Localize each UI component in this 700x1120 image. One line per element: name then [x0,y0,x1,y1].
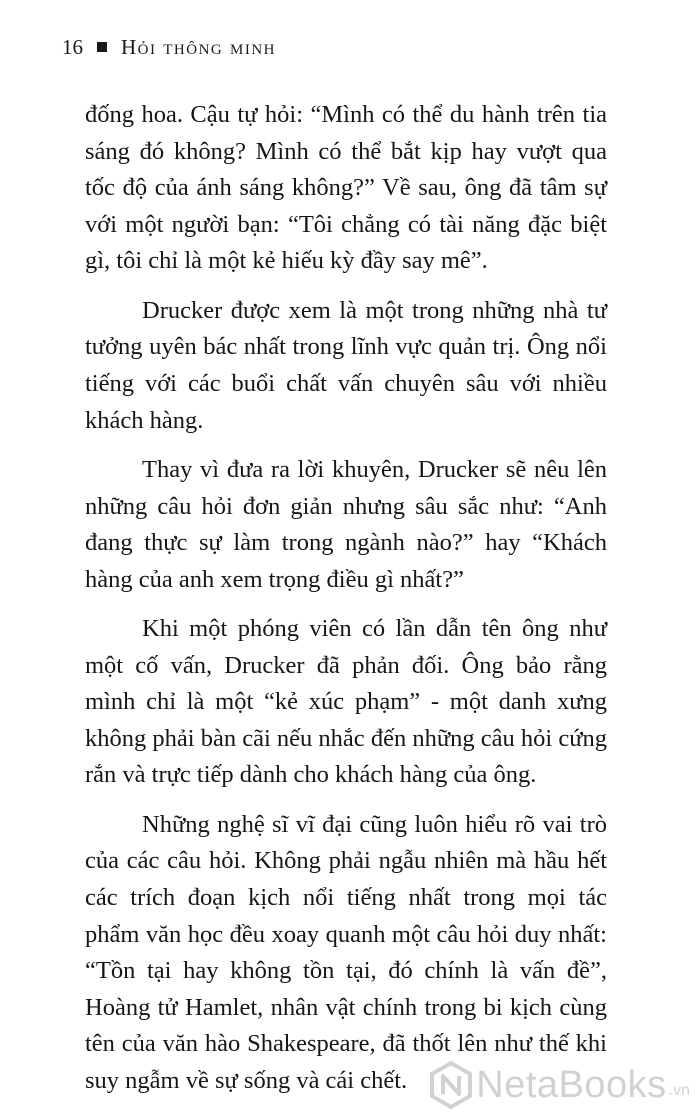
page-header [62,30,276,64]
netabooks-logo-icon [426,1060,476,1110]
paragraph-2: Drucker được xem là một trong những nhà tư tưởng uyên bác nhất trong lĩnh vực quản trị. Ông nổi tiếng với các buổi chất vấn chuyên sâu với nhiều khách hàng. [85,296,607,434]
paragraph-4: Khi một phóng viên có lần dẫn tên ông như một cố vấn, Drucker đã phản đối. Ông bảo rằng mình chỉ là một “kẻ xúc phạm” - một danh xưng không phải bàn cãi nếu nhắc đến những câu hỏi cứng rắn và trực tiếp dành cho khách hàng của ông. [85,615,607,789]
header-square-bullet [97,42,107,52]
watermark [426,1060,690,1110]
paragraph-1: đống hoa. Cậu tự hỏi: “Mình có thể du hành trên tia sáng đó không? Mình có thể bắt kịp hay vượt qua tốc độ của ánh sáng không?” Về sau, ông đã tâm sự với một người bạn: “Tôi chẳng có tài năng đặc biệt gì, tôi chỉ là một kẻ hiếu kỳ đầy say mê”. [85,101,607,275]
watermark-suffix: .vn [668,1082,690,1099]
paragraph-5: Những nghệ sĩ vĩ đại cũng luôn hiểu rõ vai trò của các câu hỏi. Không phải ngẫu nhiên mà hầu hết các trích đoạn kịch nổi tiếng nhất trong mọi tác phẩm văn học đều xoay quanh một câu hỏi duy nhất: “Tồn tại hay không tồn tại, đó chính là vấn đề”, Hoàng tử Hamlet, nhân vật chính trong bi kịch cùng tên của văn hào Shakespeare, đã thốt lên như thế khi suy ngẫm về sự sống và cái chết. [85,810,607,1095]
book-title: Hỏi thông minh [121,34,276,59]
watermark-brand: NetaBooks [476,1063,667,1106]
body-text [85,97,607,1112]
page-number: 16 [62,34,83,59]
paragraph-3: Thay vì đưa ra lời khuyên, Drucker sẽ nêu lên những câu hỏi đơn giản nhưng sâu sắc như: “Anh đang thực sự làm trong ngành nào?” hay “Khách hàng của anh xem trọng điều gì nhất?” [85,455,607,593]
